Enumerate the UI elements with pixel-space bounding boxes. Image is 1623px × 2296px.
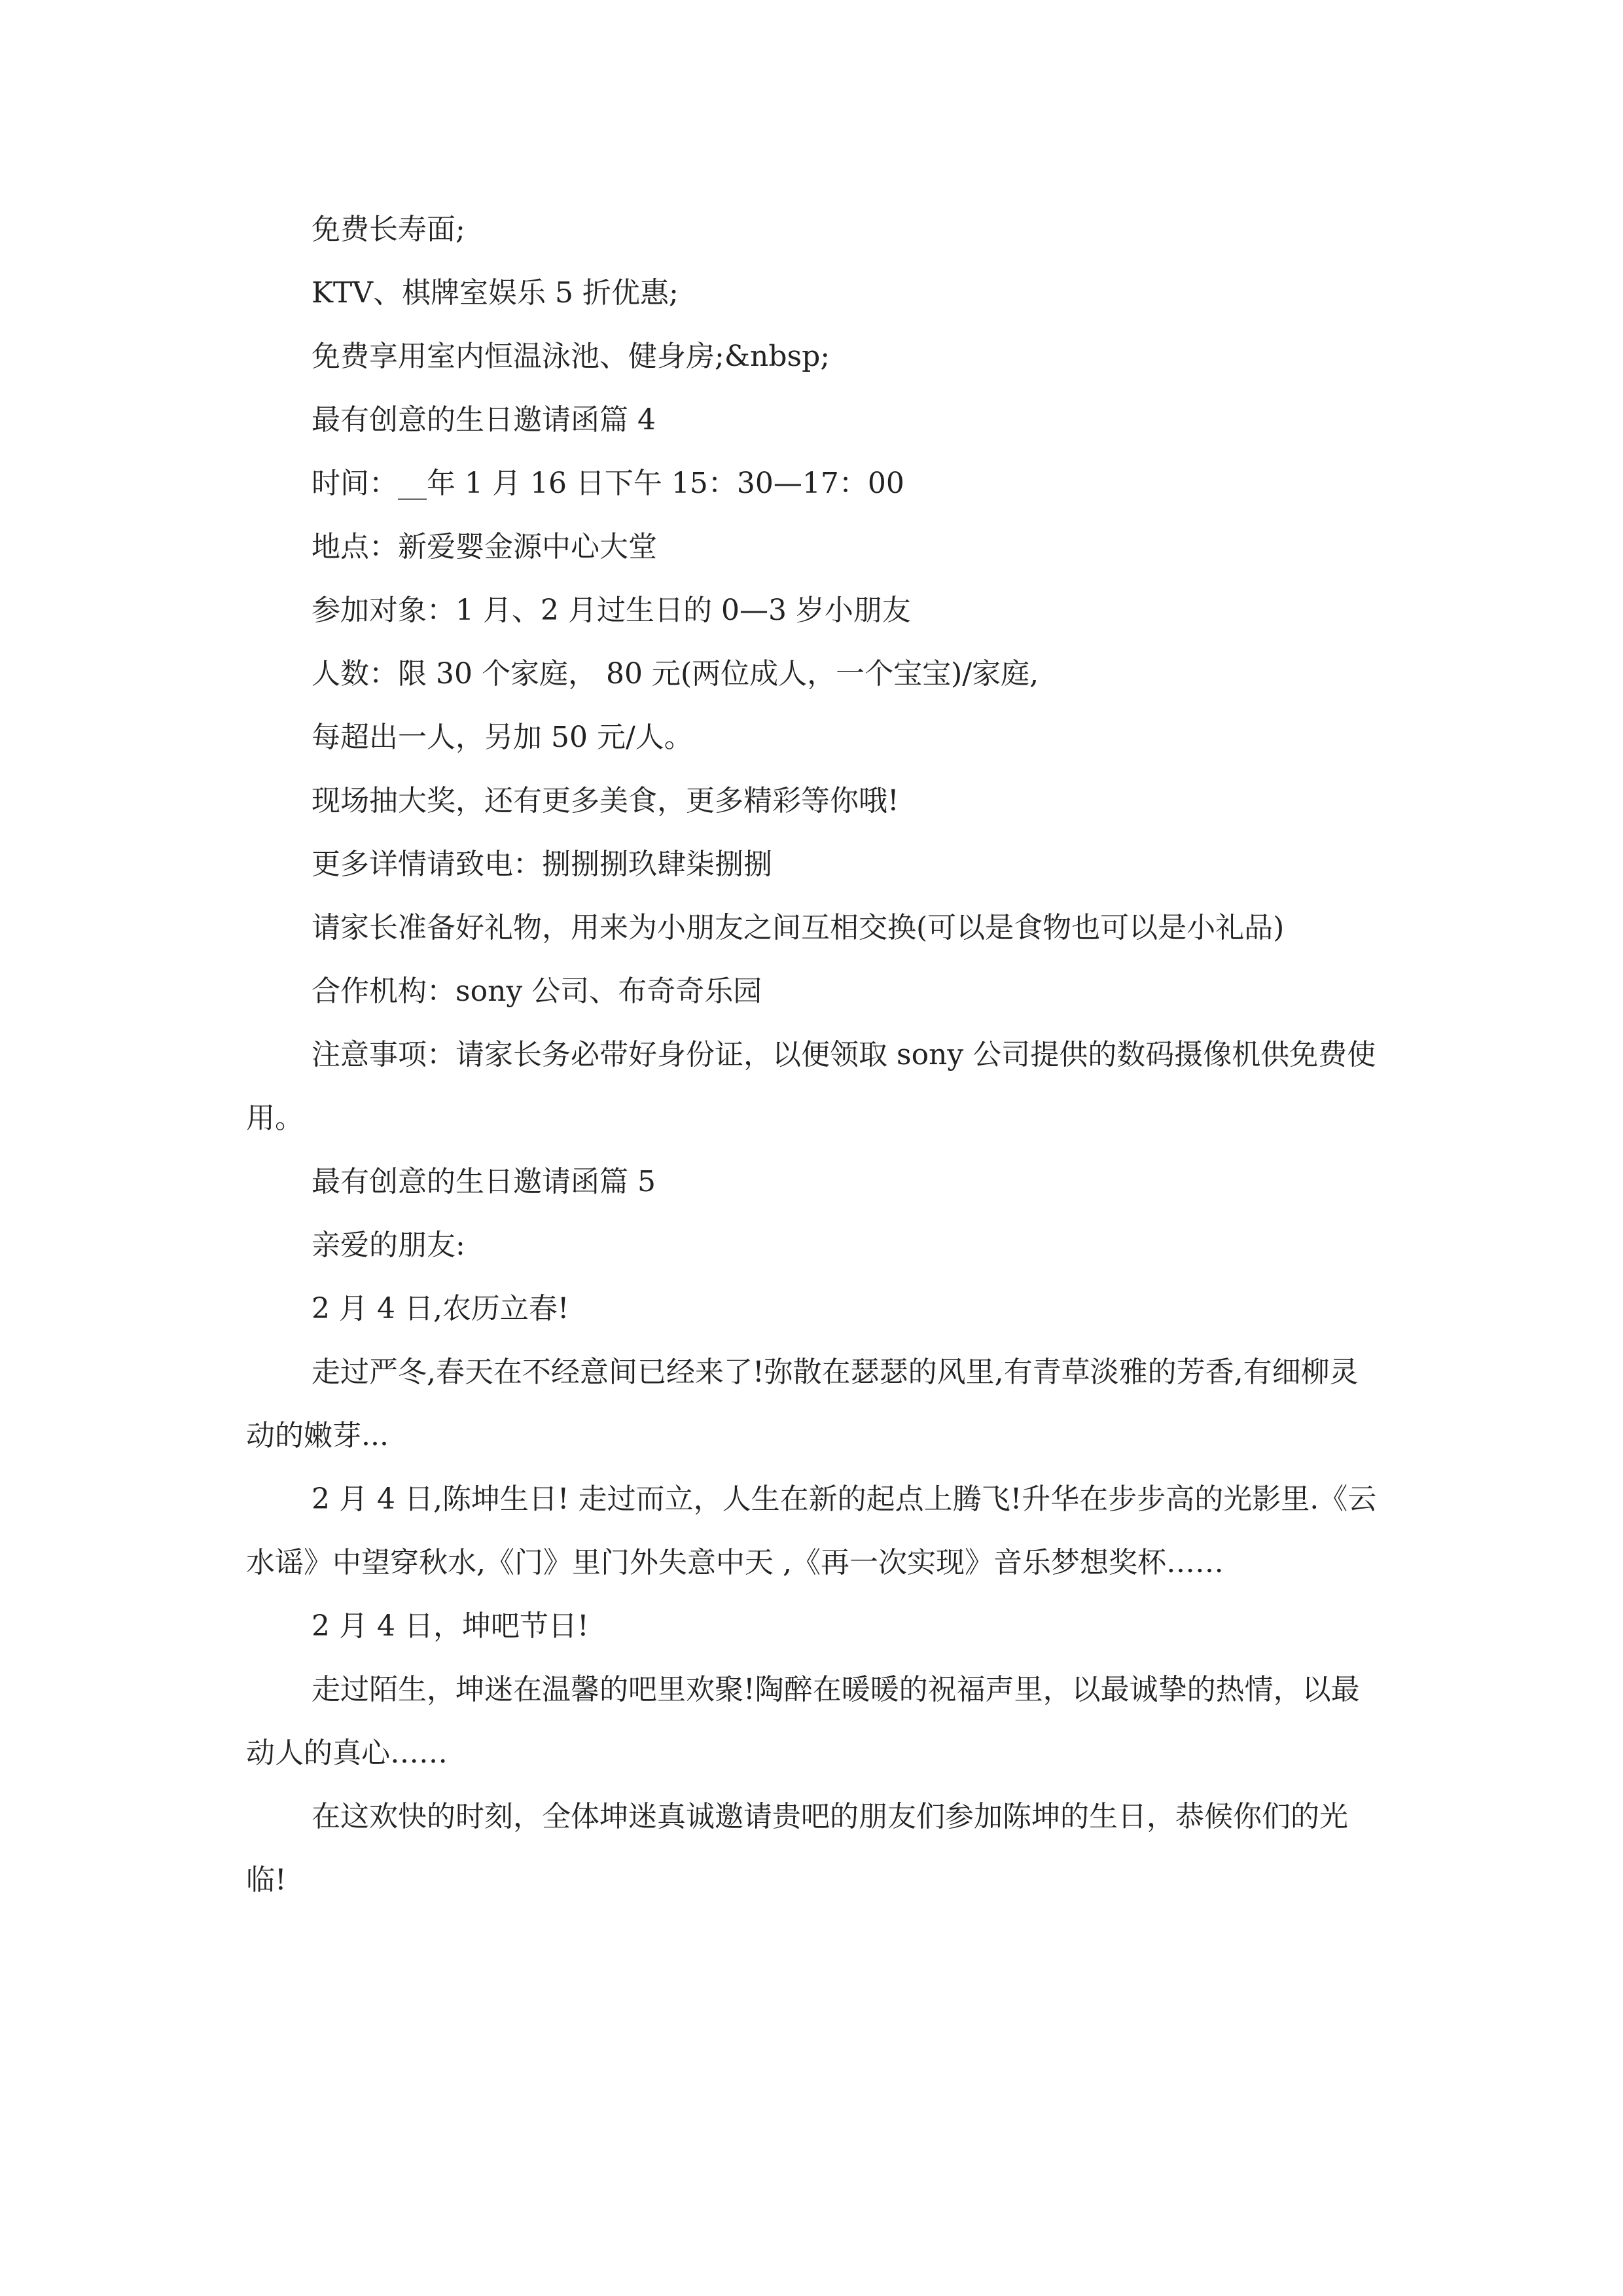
- paragraph-participants: 参加对象：1 月、2 月过生日的 0—3 岁小朋友: [312, 594, 911, 627]
- paragraph-fan-day: 2 月 4 日，坤吧节日!: [312, 1609, 589, 1643]
- paragraph-pool-gym: 免费享用室内恒温泳池、健身房;&nbsp;: [312, 340, 830, 373]
- paragraph-birthday: 2 月 4 日,陈坤生日! 走过而立，人生在新的起点上腾飞!升华在步步高的光影里.《云水谣》中望穿秋水,《门》里门外失意中天 ,《再一次实现》音乐梦想奖杯……: [246, 1482, 1377, 1579]
- paragraph-invitation: 在这欢快的时刻，全体坤迷真诚邀请贵吧的朋友们参加陈坤的生日，恭候你们的光临!: [246, 1800, 1348, 1897]
- paragraph-gathering: 走过陌生，坤迷在温馨的吧里欢聚!陶醉在暖暖的祝福声里，以最诚挚的热情，以最动人的真心……: [246, 1673, 1360, 1770]
- paragraph-longevity-noodles: 免费长寿面;: [312, 213, 465, 246]
- paragraph-notes: 注意事项：请家长务必带好身份证，以便领取 sony 公司提供的数码摄像机供免费使用。: [246, 1038, 1376, 1135]
- paragraph-date-spring: 2 月 4 日,农历立春!: [312, 1292, 569, 1325]
- paragraph-partners: 合作机构：sony 公司、布奇奇乐园: [312, 975, 762, 1008]
- paragraph-location: 地点：新爱婴金源中心大堂: [312, 530, 657, 564]
- paragraph-ktv-discount: KTV、棋牌室娱乐 5 折优惠;: [312, 276, 679, 310]
- paragraph-time: 时间：__年 1 月 16 日下午 15：30—17：00: [312, 467, 904, 500]
- document-body: [246, 198, 1385, 1912]
- paragraph-lucky-draw: 现场抽大奖，还有更多美食，更多精彩等你哦!: [312, 784, 899, 817]
- paragraph-gifts: 请家长准备好礼物，用来为小朋友之间互相交换(可以是食物也可以是小礼品): [312, 911, 1285, 944]
- paragraph-contact: 更多详情请致电：捌捌捌玖肆柒捌捌: [312, 848, 772, 881]
- paragraph-spring-text: 走过严冬,春天在不经意间已经来了!弥散在瑟瑟的风里,有青草淡雅的芳香,有细柳灵动的嫩芽...: [246, 1355, 1359, 1452]
- section-heading-5: 最有创意的生日邀请函篇 5: [312, 1165, 656, 1198]
- paragraph-greeting: 亲爱的朋友:: [312, 1229, 465, 1262]
- paragraph-extra-fee: 每超出一人，另加 50 元/人。: [312, 721, 693, 754]
- section-heading-4: 最有创意的生日邀请函篇 4: [312, 403, 656, 437]
- paragraph-headcount: 人数：限 30 个家庭， 80 元(两位成人，一个宝宝)/家庭,: [312, 657, 1039, 691]
